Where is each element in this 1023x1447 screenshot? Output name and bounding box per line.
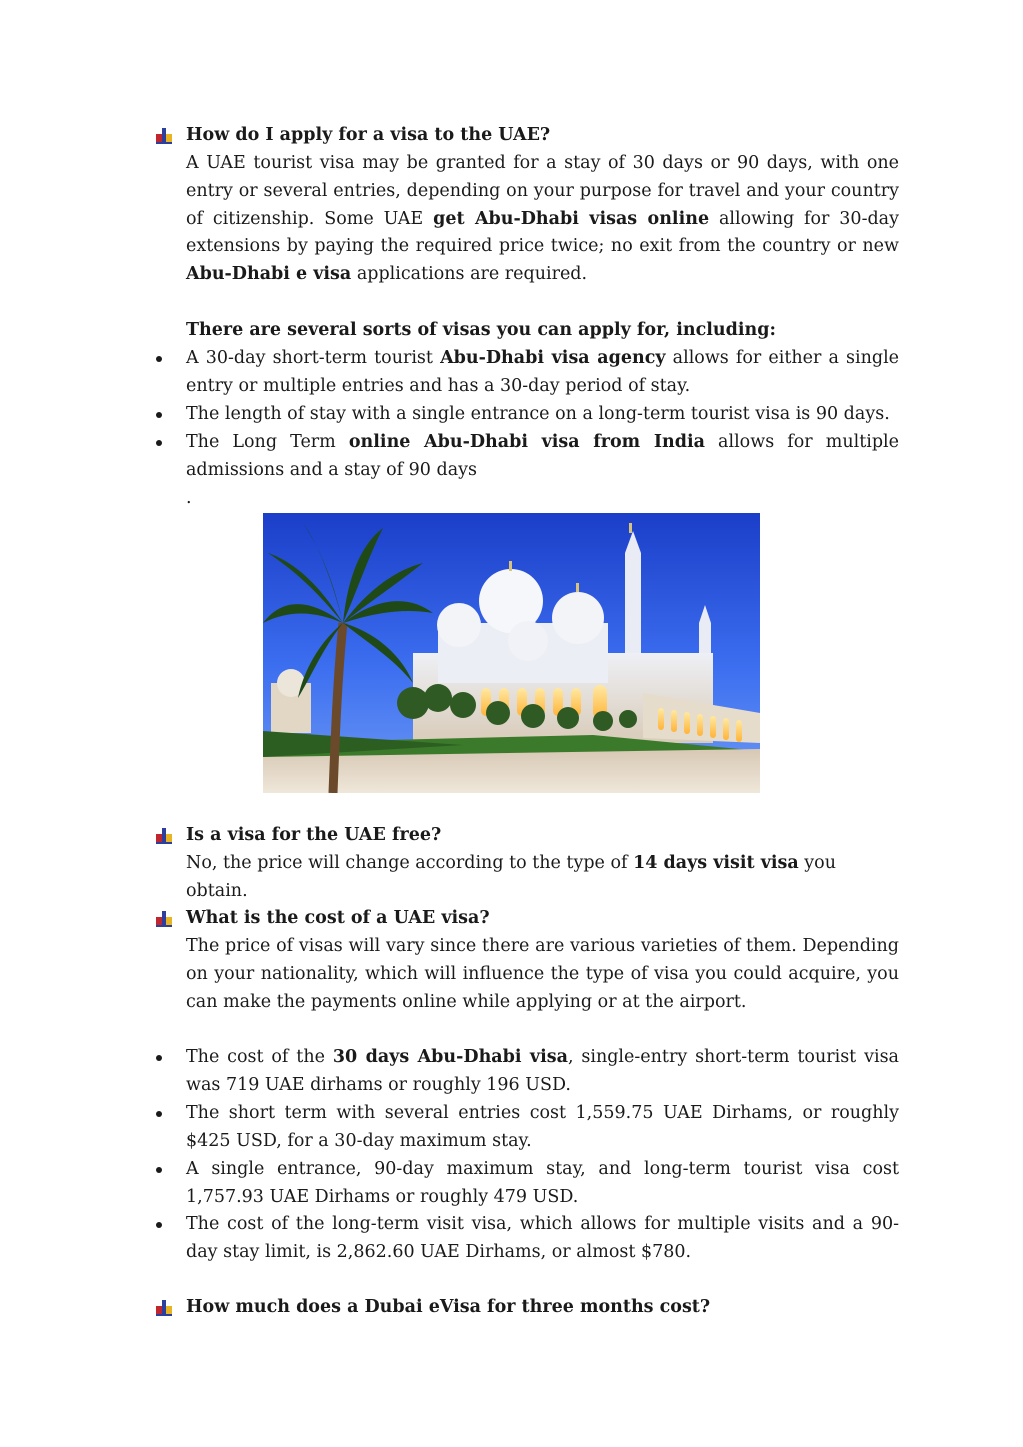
mosque-photo [263, 513, 760, 793]
section-heading-cost: What is the cost of a UAE visa? [186, 908, 490, 928]
list-item: The short term with several entries cost 1,559.75 UAE Dirhams, or roughly $425 USD, for a 30-day maximum stay. [186, 1103, 899, 1151]
section-heading-three-months: How much does a Dubai eVisa for three months cost? [186, 1297, 711, 1317]
section-heading-apply: How do I apply for a visa to the UAE? [186, 125, 551, 145]
list-item: A 30-day short-term tourist Abu-Dhabi visa agency allows for either a single entry or multiple entries and has a 30-day period of stay. [186, 348, 900, 396]
link-get-visas-online: get Abu-Dhabi visas online [433, 208, 710, 229]
paragraph-cost: The price of visas will vary since there are various varieties of them. Depending on your nationality, which will influence the type of visa you could acquire, you can make the payments online while applying or at the airport. [186, 936, 899, 1012]
subheading-visa-sorts: There are several sorts of visas you can apply for, including: [186, 320, 776, 340]
list-item: The length of stay with a single entrance on a long-term tourist visa is 90 days. [186, 404, 890, 424]
paragraph-free: No, the price will change according to the type of 14 days visit visa you obtain. [186, 853, 836, 901]
stray-dot: . [186, 488, 192, 508]
heading-bullet-icon [155, 827, 173, 845]
bullet-dot [156, 1055, 162, 1061]
bullet-dot [156, 412, 162, 418]
list-item: The cost of the long-term visit visa, which allows for multiple visits and a 90-day stay limit, is 2,862.60 UAE Dirhams, or almost $780. [186, 1214, 899, 1262]
bullet-dot [156, 1111, 162, 1117]
heading-bullet-icon [155, 127, 173, 145]
list-item: A single entrance, 90-day maximum stay, and long-term tourist visa cost 1,757.93 UAE Dirhams or roughly 479 USD. [186, 1159, 899, 1207]
list-item: The cost of the 30 days Abu-Dhabi visa, single-entry short-term tourist visa was 719 UAE dirhams or roughly 196 USD. [186, 1047, 899, 1095]
bullet-dot [156, 356, 162, 362]
link-e-visa: Abu-Dhabi e visa [186, 264, 352, 285]
bullet-dot [156, 440, 162, 446]
section-heading-free: Is a visa for the UAE free? [186, 825, 442, 845]
bullet-dot [156, 1222, 162, 1228]
heading-bullet-icon [155, 910, 173, 928]
heading-bullet-icon [155, 1299, 173, 1317]
list-item: The Long Term online Abu-Dhabi visa from India allows for multiple admissions and a stay of 90 days [186, 432, 900, 480]
bullet-dot [156, 1167, 162, 1173]
paragraph-apply: A UAE tourist visa may be granted for a stay of 30 days or 90 days, with one entry or several entries, depending on your purpose for travel and your country of citizenship. Some UAE get Abu-Dhabi visas online allowing for 30-day extensions by paying the required price twice; no exit from the country or new Abu-Dhabi e visa applications are required. [186, 153, 899, 285]
